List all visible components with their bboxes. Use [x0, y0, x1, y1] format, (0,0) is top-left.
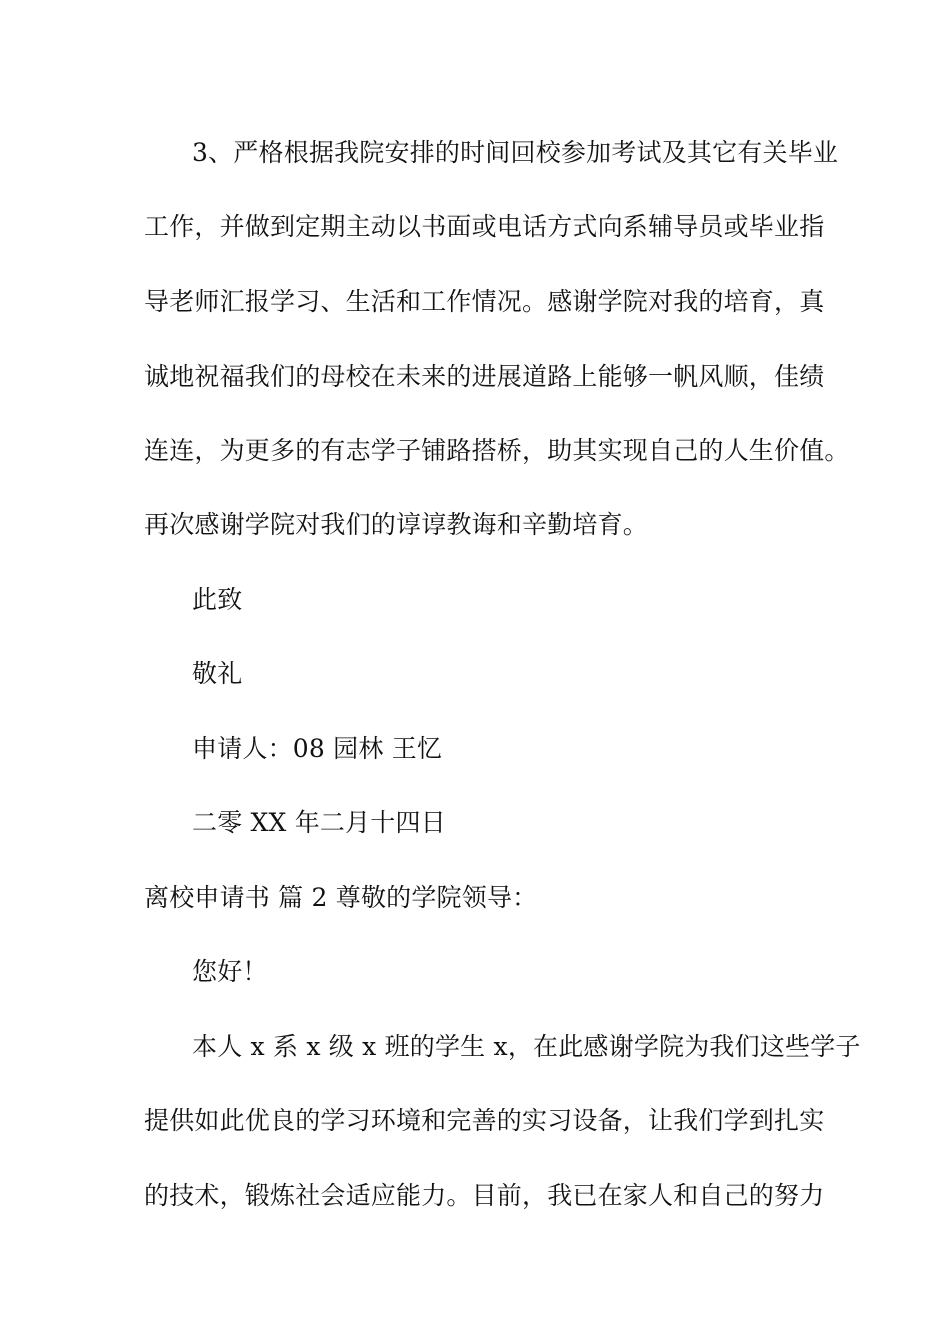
date-line: 二零 XX 年二月十四日: [192, 808, 446, 837]
paragraph-line-2: 工作，并做到定期主动以书面或电话方式向系辅导员或毕业指: [144, 212, 825, 241]
paragraph-line-5: 连连，为更多的有志学子铺路搭桥，助其实现自己的人生价值。: [144, 436, 850, 465]
paragraph-line-1: 3、严格根据我院安排的时间回校参加考试及其它有关毕业: [192, 138, 839, 167]
paragraph-line-6: 再次感谢学院对我们的谆谆教诲和辛勤培育。: [144, 510, 649, 539]
paragraph-line-9: 的技术，锻炼社会适应能力。目前，我已在家人和自己的努力: [144, 1181, 825, 1210]
paragraph-line-3: 导老师汇报学习、生活和工作情况。感谢学院对我的培育，真: [144, 287, 825, 316]
paragraph-line-7: 本人 x 系 x 级 x 班的学生 x，在此感谢学院为我们这些学子: [192, 1032, 861, 1061]
greeting-line: 您好！: [192, 957, 268, 986]
paragraph-line-8: 提供如此优良的学习环境和完善的实习设备，让我们学到扎实: [144, 1106, 825, 1135]
applicant-line: 申请人：08 园林 王忆: [192, 734, 443, 763]
closing-jing-li: 敬礼: [192, 659, 243, 688]
paragraph-line-4: 诚地祝福我们的母校在未来的进展道路上能够一帆风顺，佳绩: [144, 362, 825, 391]
closing-ci-zhi: 此致: [192, 585, 243, 614]
section-heading: 离校申请书 篇 2 尊敬的学院领导：: [144, 883, 538, 912]
